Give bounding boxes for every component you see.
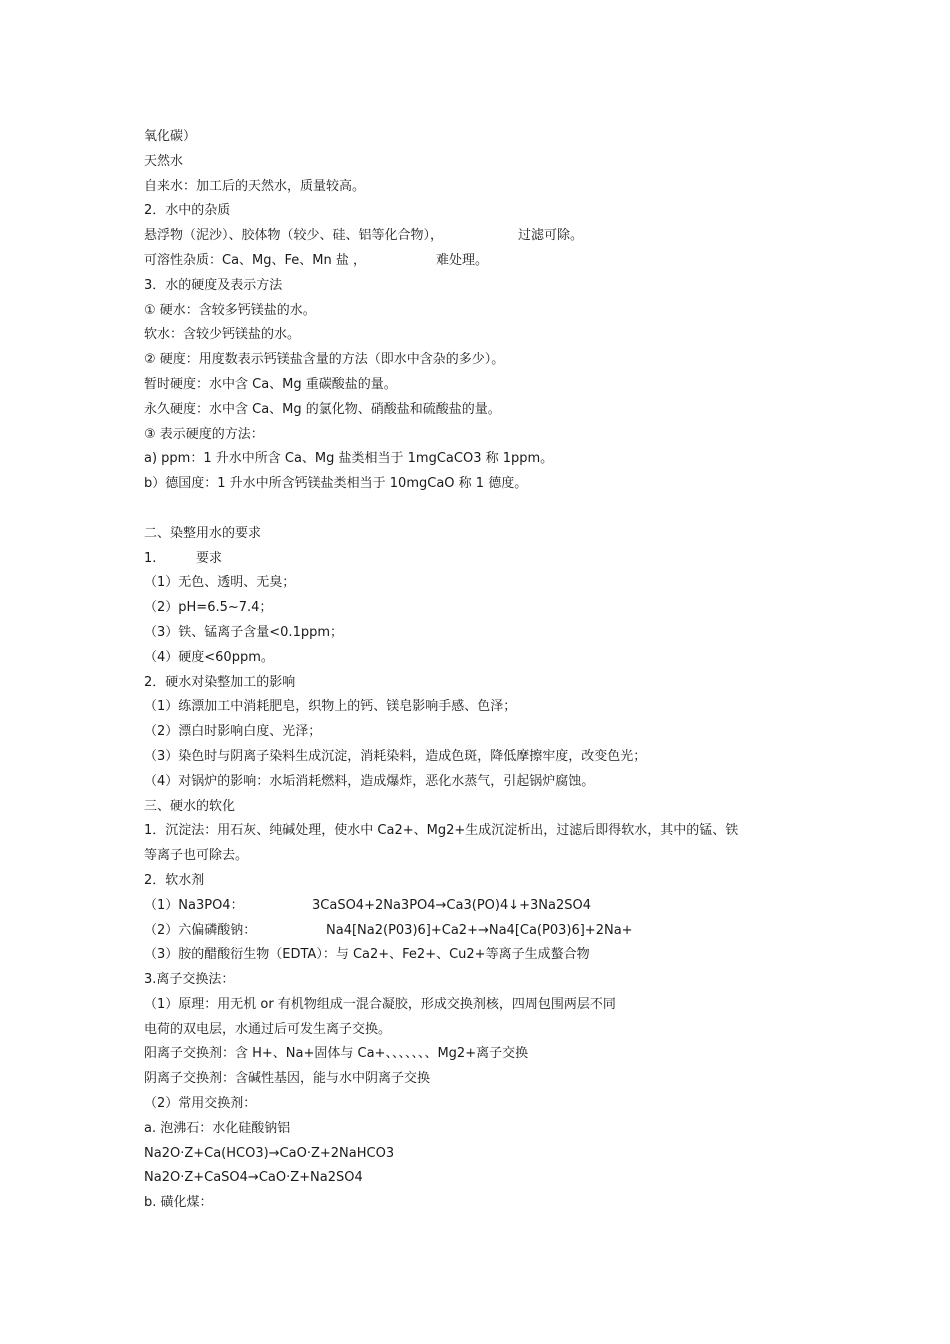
text-line — [144, 249, 824, 274]
text-line — [144, 919, 824, 944]
text-line: 三、硬水的软化 — [144, 798, 236, 814]
text-line: 自来水：加工后的天然水，质量较高。 — [144, 178, 366, 194]
text-line: 3．水的硬度及表示方法 — [144, 277, 283, 293]
text-line: a) ppm：1 升水中所含 Ca、Mg 盐类相当于 1mgCaCO3 称 1ppm。 — [144, 451, 554, 467]
text-line: （4）对锅炉的影响：水垢消耗燃料，造成爆炸，恶化水蒸气，引起锅炉腐蚀。 — [144, 773, 595, 789]
text-line: 3.离子交换法： — [144, 972, 235, 988]
text-segment: 过滤可除。 — [518, 228, 584, 244]
text-line — [144, 224, 824, 249]
text-line: （3）铁、锰离子含量<0.1ppm； — [144, 624, 344, 640]
text-line — [144, 894, 824, 919]
blank-line — [144, 497, 824, 522]
text-line: （1）无色、透明、无臭； — [144, 575, 296, 591]
text-line: 氧化碳） — [144, 129, 197, 144]
text-line: Na2O·Z+Ca(HCO3)→CaO·Z+2NaHCO3 — [144, 1145, 395, 1161]
text-line: 阴离子交换剂：含碱性基因，能与水中阴离子交换 — [144, 1071, 431, 1087]
text-line: 软水：含较少钙镁盐的水。 — [144, 327, 301, 343]
text-line: a. 泡沸石：水化硅酸钠铝 — [144, 1120, 291, 1136]
text-line: 二、染整用水的要求 — [144, 525, 262, 541]
text-line: 电荷的双电层，水通过后可发生离子交换。 — [144, 1021, 392, 1037]
text-segment: Na4[Na2(P03)6]+Ca2+→Na4[Ca(P03)6]+2Na+ — [326, 922, 633, 938]
text-line: 阳离子交换剂：含 H+、Na+固体与 Ca+、、、、、、、Mg2+离子交换 — [144, 1046, 529, 1062]
text-line: （1）练漂加工中消耗肥皂，织物上的钙、镁皂影响手感、色泽； — [144, 699, 517, 715]
text-line: （3）胺的醋酸衍生物（EDTA）：与 Ca2+、Fe2+、Cu2+等离子生成螯合物 — [144, 947, 590, 963]
text-line — [144, 547, 824, 572]
text-line: 等离子也可除去。 — [144, 848, 249, 864]
text-segment: 悬浮物（泥沙）、胶体物（较少、硅、铝等化合物）， — [144, 228, 444, 244]
text-line: 2．水中的杂质 — [144, 203, 231, 219]
text-line: （4）硬度<60ppm。 — [144, 649, 274, 665]
text-segment: （1）Na3PO4： — [144, 897, 244, 913]
document-body — [144, 125, 824, 1216]
text-line: ③ 表示硬度的方法： — [144, 426, 264, 442]
text-segment: 要求 — [196, 550, 223, 566]
text-line: （2）pH=6.5~7.4； — [144, 600, 273, 616]
text-segment: 3CaSO4+2Na3PO4→Ca3(PO)4↓+3Na2SO4 — [312, 897, 592, 913]
text-line: 1．沉淀法：用石灰、纯碱处理，使水中 Ca2+、Mg2+生成沉淀析出，过滤后即得软水，其中的锰、铁 — [144, 823, 739, 839]
text-line: （3）染色时与阴离子染料生成沉淀，消耗染料，造成色斑，降低摩擦牢度，改变色光； — [144, 748, 647, 764]
text-line: （2）常用交换剂： — [144, 1096, 257, 1112]
text-line: （2）漂白时影响白度、光泽； — [144, 724, 322, 740]
text-line: 暂时硬度：水中含 Ca、Mg 重碳酸盐的量。 — [144, 376, 397, 392]
text-line: ② 硬度：用度数表示钙镁盐含量的方法（即水中含杂的多少）。 — [144, 352, 505, 368]
text-segment: （2）六偏磷酸钠： — [144, 922, 257, 938]
text-segment: 难处理。 — [436, 252, 489, 268]
text-segment: 1. — [144, 550, 157, 566]
text-line: Na2O·Z+CaSO4→CaO·Z+Na2SO4 — [144, 1170, 363, 1186]
text-line: 2．硬水对染整加工的影响 — [144, 674, 296, 690]
text-segment: 可溶性杂质：Ca、Mg、Fe、Mn 盐 ， — [144, 252, 366, 268]
text-line: b. 磺化煤： — [144, 1195, 213, 1211]
text-line: ① 硬水：含较多钙镁盐的水。 — [144, 302, 316, 318]
text-line: 2．软水剂 — [144, 872, 205, 888]
text-line: 天然水 — [144, 153, 184, 169]
text-line: b）德国度：1 升水中所含钙镁盐类相当于 10mgCaO 称 1 德度。 — [144, 476, 528, 492]
text-line: 永久硬度：水中含 Ca、Mg 的氯化物、硝酸盐和硫酸盐的量。 — [144, 401, 501, 417]
text-line: （1）原理：用无机 or 有机物组成一混合凝胶，形成交换剂核，四周包围两层不同 — [144, 996, 616, 1012]
